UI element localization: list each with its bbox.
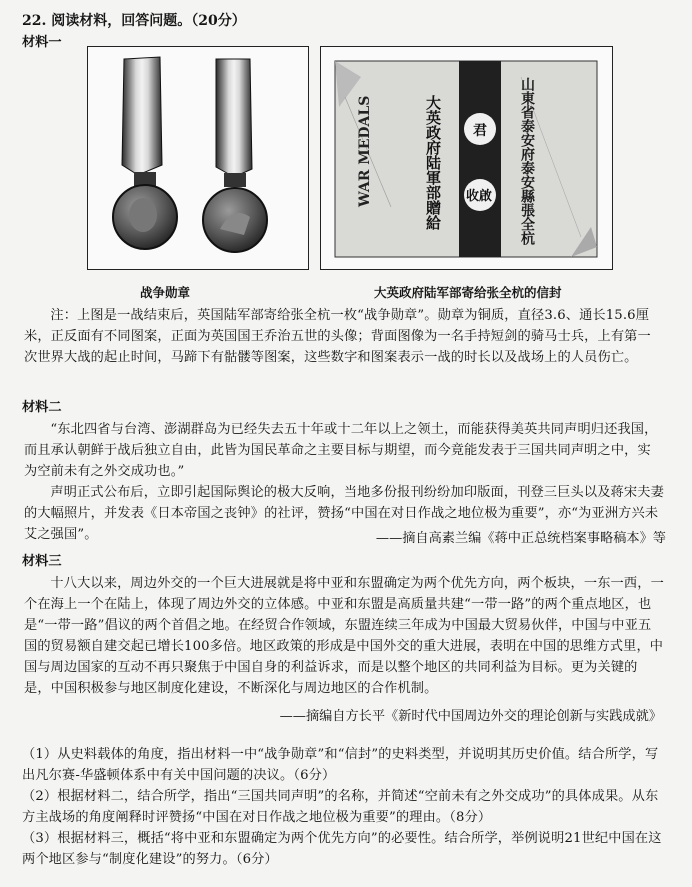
medal-photo-frame [87,46,309,270]
envelope-image [321,47,612,269]
envelope-recipient-text: 山東省泰安府泰安縣張全杭 [519,77,535,245]
material1-label: 材料一 [22,35,62,50]
envelope-caption: 大英政府陆军部寄给张全杭的信封 [374,285,562,300]
war-medals-stamp: WAR MEDALS [357,95,373,207]
material3-source: ——摘编自方长平《新时代中国周边外交的理论创新与实践成就》 [279,709,662,724]
envelope-seal-bottom: 收啟 [466,189,493,204]
material2-label: 材料二 [22,400,62,415]
war-medal-image [88,47,308,269]
question-2: （2）根据材料二，结合所学，指出“三国共同声明”的名称，并简述“空前未有之外交成功”的具体成果。从东方主战场的角度阐释时评赞扬“中国在对日作战之地位极为重要”的理由。（8分） [22,789,659,825]
material2-body: 声明正式公布后，立即引起国际舆论的极大反响，当地多份报刊纷纷加印版面，刊登三巨头以及蒋宋夫妻的大幅照片，并发表《日本帝国之丧钟》的社评，赞扬“中国在对日作战之地位极为重要”，亦“为亚洲方兴未艾之强国”。 [24,485,664,542]
medal-caption: 战争勋章 [140,285,191,300]
envelope-seal-top: 君 [473,123,487,139]
material2-quote: “东北四省与台湾、澎湖群岛为已经失去五十年或十二年以上之领土，而能获得美英共同声明归还我国，而且承认朝鲜于战后独立自由，此皆为国民革命之主要目标与期望，而今竟能发表于三国共同声明之中，实为空前未有之外交成功也。” [24,422,658,479]
material1-note: 注：上图是一战结束后，英国陆军部寄给张全杭一枚“战争勋章”。勋章为铜质，直径3.6、通长15.6厘米，正反面有不同图案，正面为英国国王乔治五世的头像；背面图像为一名手持短剑的骑马士兵，上有第一次世界大战的起止时间，马蹄下有骷髅等图案，这些数字和图案表示一战的时长以及战场上的人员伤亡。 [24,308,651,365]
envelope-sender-text: 大英政府陆軍部贈給 [424,95,442,230]
material3-body: 十八大以来，周边外交的一个巨大进展就是将中亚和东盟确定为两个优先方向，两个板块，一东一西，一个在海上一个在陆上，体现了周边外交的立体感。中亚和东盟是高质量共建“一带一路”的两个重点地区，也是“一带一路”倡议的两个首倡之地。在经贸合作领域，东盟连续三年成为中国最大贸易伙伴，中国与中亚五国的贸易额自建交起已增长100多倍。地区政策的形成是中国外交的重大进展，表明在中国的思维方式里，中国与周边国家的互动不再只聚焦于中国自身的利益诉求，而是以整个地区的共同利益为目标。更为关键的是，中国积极参与地区制度化建设，不断深化与周边地区的合作机制。 [24,576,664,696]
material3-label: 材料三 [22,554,62,569]
material2-source: ——摘自高素兰编《蒋中正总统档案事略稿本》等 [375,531,666,546]
envelope-photo-frame [320,46,613,270]
question-3: （3）根据材料三，概括“将中亚和东盟确定为两个优先方向”的必要性。结合所学，举例说明21世纪中国在这两个地区参与“制度化建设”的努力。（6分） [22,831,662,867]
question-heading: 22. 阅读材料，回答问题。（20分） [22,13,246,29]
question-1: （1）从史料载体的角度，指出材料一中“战争勋章”和“信封”的史料类型，并说明其历史价值。结合所学，写出凡尔赛-华盛顿体系中有关中国问题的决议。（6分） [22,747,659,783]
